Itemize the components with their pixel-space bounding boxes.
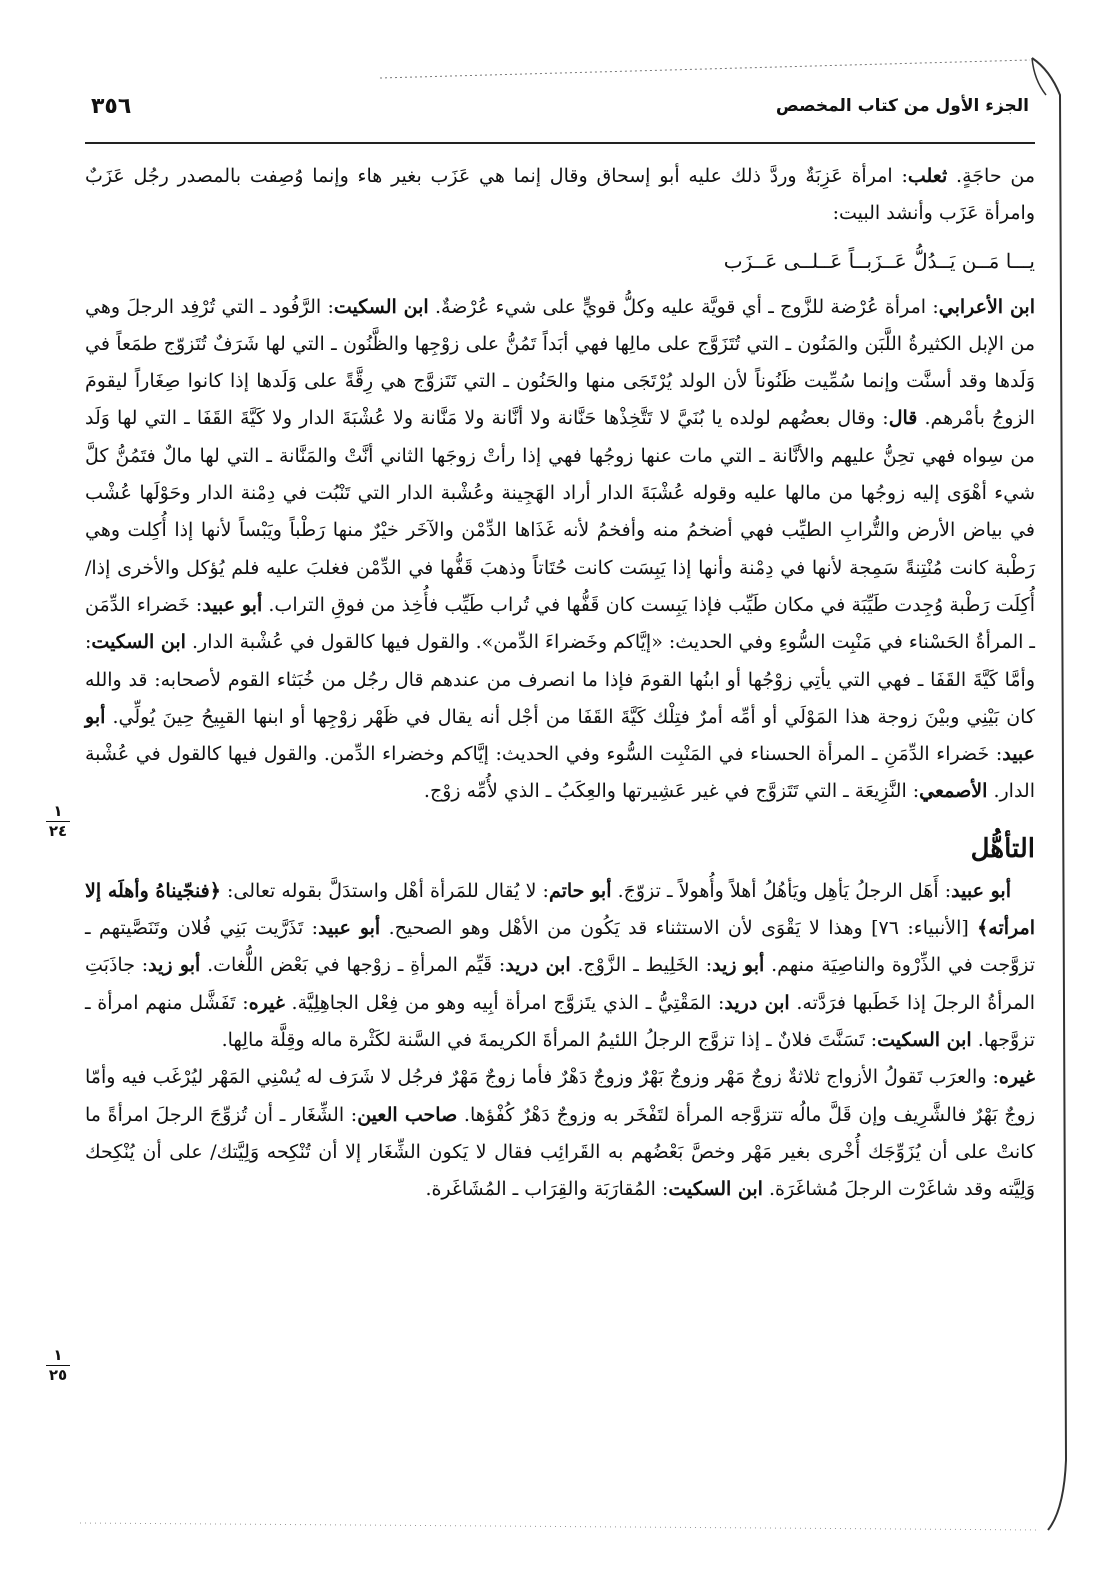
text-run: : تَسَنَّتَ فلانٌ ـ إذا تزوَّج الرجلُ اللئيمُ المرأةَ الكريمةَ في السَّنة لكَثْرة ماله وقِلَّة مالِها. [221, 1028, 878, 1051]
text-run: : امرأة عُرْضة للزَّوج ـ أي قويَّة عليه وكلُّ قويٍّ على شيء عُرْضةٌ. [428, 295, 939, 318]
author-citation: أبو عبيد [202, 593, 263, 616]
text-run: : تَذَرَّيت بَنِي فُلان وتَنَصَّيتهم ـ تزوَّجت في الذِّرْوة والناصِيَة منهم. [85, 917, 1036, 977]
text-run: : الرَّفُود ـ التي تُرْفِد الرجلَ وهي من الإبل الكثيرةُ اللَّبَن والمَنُون ـ التي تُتَزَوَّج على مالِها فهي أبَداً تَمُنُّ على زوْجِها والظَّنُون ـ التي لها شَرَفٌ تُتَزوّج طمَعاً في وَلَدها وقد أسنَّت وإنما سُمِّيت ظَنُوناً لأن الولد يُرْتَجَى منها والحَنُون ـ التي تَتَزوَّج هي رِقَّةً على وَلَدها إذا كانوا صِغَاراً ليقومَ الزوجُ بأمْرهم. [85, 295, 1035, 430]
text-run: : أَهَل الرجلُ يَأهِل ويَأهُلُ أهلاً وأُهولاً ـ تزوّجَ. [611, 879, 952, 902]
author-citation: ابن السكيت [91, 631, 186, 654]
text-run: : الشِّغَار ـ أن تُزوِّجَ الرجلَ امرأةً ما كانتْ على أن يُزَوِّجَك أُخْرى بغير مَهْر وخصَّ بَعْضُهم به القَرائِب فقال لا يَكون الشِّغَار إلا أن تُنْكِحه وَلِيَّتك/ على أن يُنْكِحك وَلِيَّته وقد شاغَرْت الرجلَ مُشاغَرَة. [85, 1103, 1035, 1201]
author-citation: ثعلب [907, 165, 948, 187]
margin-folio-note-1 [38, 803, 78, 840]
paragraph-1 [85, 158, 1035, 233]
paragraph-2 [85, 289, 1035, 811]
author-citation: غيره [248, 991, 285, 1014]
paragraph-3 [85, 873, 1035, 1059]
text-run: من حاجَةٍ. [947, 165, 1035, 187]
text-run: : النَّزِيعَة ـ التي تَتَزوَّج في غير عَشِيرتها والعِكَبُ ـ الذي لأُمِّه زوْج. [423, 780, 920, 803]
author-citation: أبو زيد [712, 954, 765, 977]
author-citation: ابن السكيت [877, 1028, 972, 1051]
margin-folio-note-2 [38, 1347, 78, 1384]
text-run: : وقال بعضُهم لولده يا بُنَيَّ لا تَتَّخِذْها حَنَّانة ولا أنَّانة ولا مَنَّانة ولا عُشْبَةَ الدار ولا كَيَّةَ القَفَا ـ التي لها وَلَد من سِواه فهي تحِنُّ عليهم والأنَّانة ـ التي مات عنها زوجُها فهي إذا رأتْ زوجَها الثاني أنَّتْ والمَنَّانة ـ التي لها مالٌ فتَمُنُّ كلَّ شيء أهْوَى إليه زوجُها من مالها عليه وقوله عُشْبَةَ الدار أراد الهَجِينة وعُشْبة الدار التي تَنْبُت في دِمْنة الدار وحَوْلَها عُشْب في بياض الأرض والتُّرابِ الطيِّب فهي أضخمُ منه وأفخمُ لأنه غَذَاها الدِّمْن والآخَر خيْرٌ منها رَطْباً ويَبْساً لأنها إذا أُكِلت وهي رَطْبة كانت مُنْتِنةً سَمِجة لأنها في دِمْنة وأنها إذا يَبِسَت كانت حُتَاتاً وذهبَ قَفُّها في الدِّمْن فغلبَ عليه فلم يُؤكل والأخرى إذا/ أُكِلَت رَطْبة وُجِدت طَيِّبَة في مكان طَيِّب فإذا يَبِست كان قَفُّها في تُراب طَيِّب فأُخِذ من فوقِ التراب. [85, 407, 1035, 616]
verse-line: يـــا مَــن يَــدُلُّ عَــزَبــاً عَــلــى عَــزَب [723, 248, 1035, 273]
author-citation: أبو حاتم [548, 879, 612, 902]
author-citation: أبو عبيد [951, 879, 1011, 902]
text-run: : امرأة عَزِبَةٌ وردَّ ذلك عليه أبو إسحاق وقال إنما هي عَزَب بغير هاء وإنما وُصِفت بالمصدر رجُل عَزَبٌ وامرأة عَزَب وأنشد البيت: [85, 165, 1035, 225]
author-citation: قال [888, 407, 918, 430]
author-citation: ﴿فنجّيناهُ وأهلَه إلا امرأته﴾ [85, 879, 1035, 940]
text-run: : تَفَشَّل منهم امرأة ـ تزوَّجها. [85, 991, 1035, 1051]
margin-note-numerator: ١ [53, 1346, 63, 1364]
text-run: : لا يُقال للمَرأة أهْل واستدَلَّ بقوله تعالى: [220, 879, 549, 902]
author-citation: أبو عبيد [85, 705, 1035, 766]
text-run: : جاذَبَتِ المرأةُ الرجلَ إذا خَطَبها فرَدَّته. [85, 954, 1035, 1014]
author-citation: ابن الأعرابي [938, 295, 1035, 318]
section-heading: التأهُّل [970, 833, 1035, 864]
text-run: : قَيِّم المرأةِ ـ زوْجها في بَعْض اللُّغات. [200, 954, 506, 977]
margin-note-denominator: ٢٥ [48, 1366, 68, 1384]
author-citation: ابن السكيت [668, 1178, 763, 1201]
margin-note-numerator: ١ [53, 802, 63, 820]
margin-note-denominator: ٢٤ [48, 822, 68, 840]
author-citation: صاحب العين [357, 1103, 458, 1126]
author-citation: أبو عبيد [318, 917, 381, 940]
author-citation: ابن السكيت [333, 295, 429, 318]
text-run: [الأنبياء: ٧٦] وهذا لا يَقْوَى لأن الاستثناء قد يَكُون من الأهْل وهو الصحيح. [380, 917, 978, 940]
text-run: : خَضراء الدِّمَنِ ـ المرأة الحسناء في المَنْبِت السُّوء وفي الحديث: إيَّاكم وخضراء الدِّمن. والقول فيها كالقول في عُشْبة الدار. [85, 743, 1035, 803]
text-run: : المُقارَبَة والقِرَاب ـ المُشَاغَرة. [425, 1178, 669, 1201]
author-citation: أبو زيد [148, 954, 201, 977]
author-citation: غيره [998, 1066, 1035, 1089]
author-citation: ابن دريد [505, 954, 571, 977]
text-run: : وأمَّا كَيَّةَ القَفَا ـ فهي التي يأتِي زوْجُها أو ابنُها القومَ فإذا ما انصرف من عندهم قال رجُل من خُبَثاء القوم لأصحابه: قد والله كان بَيْنِي وبيْنَ زوجة هذا المَوْلَي أو أمِّه أمرٌ فتِلْك كَيَّةَ القَفَا من أجْل أنه يقال في ظَهْر زوْجِها أو ابنها القبِيحُ حِينَ يُولِّي. [85, 631, 1035, 728]
paragraph-4 [85, 1059, 1035, 1208]
author-citation: ابن دريد [724, 991, 790, 1014]
main-text [85, 158, 1035, 1208]
running-title: الجزء الأول من كتاب المخصص [775, 96, 1029, 116]
author-citation: الأصمعي [919, 780, 988, 803]
page-header [85, 94, 1035, 128]
page-number: ٣٥٦ [91, 94, 132, 119]
text-run: : الخَلِيط ـ الزَّوْج. [570, 954, 713, 977]
text-run: : المَقْتِيُّ ـ الذي يتَزوَّج امرأة أبِيه وهو من فِعْل الجاهِلِيَّة. [284, 991, 725, 1014]
text-run: : خَضراء الدِّمَن ـ المرأةُ الحَسْناء في مَنْبِت السُّوءِ وفي الحديث: «إيَّاكم وخَضراءَ الدِّمن». والقول فيها كالقول في عُشْبة الدار. [85, 593, 1035, 654]
text-run: : والعرَب تَقولُ الأزواج ثلاثةٌ زوجٌ مَهْر وزوجٌ بَهْرٌ وزوجٌ دَهْرٌ فأما زوجٌ مَهْرٌ فرجُل لا شَرَف له يُسْنِي المَهْر ليُرْغَب فيه وأمّا زوجٌ بَهْرٌ فالشَّرِيف وإن قَلَّ مالُه تتزوَّجه المرأة لتَفْخَر به وزوجٌ دَهْرٌ كُفْؤها. [85, 1066, 1036, 1126]
header-rule [85, 142, 1035, 144]
